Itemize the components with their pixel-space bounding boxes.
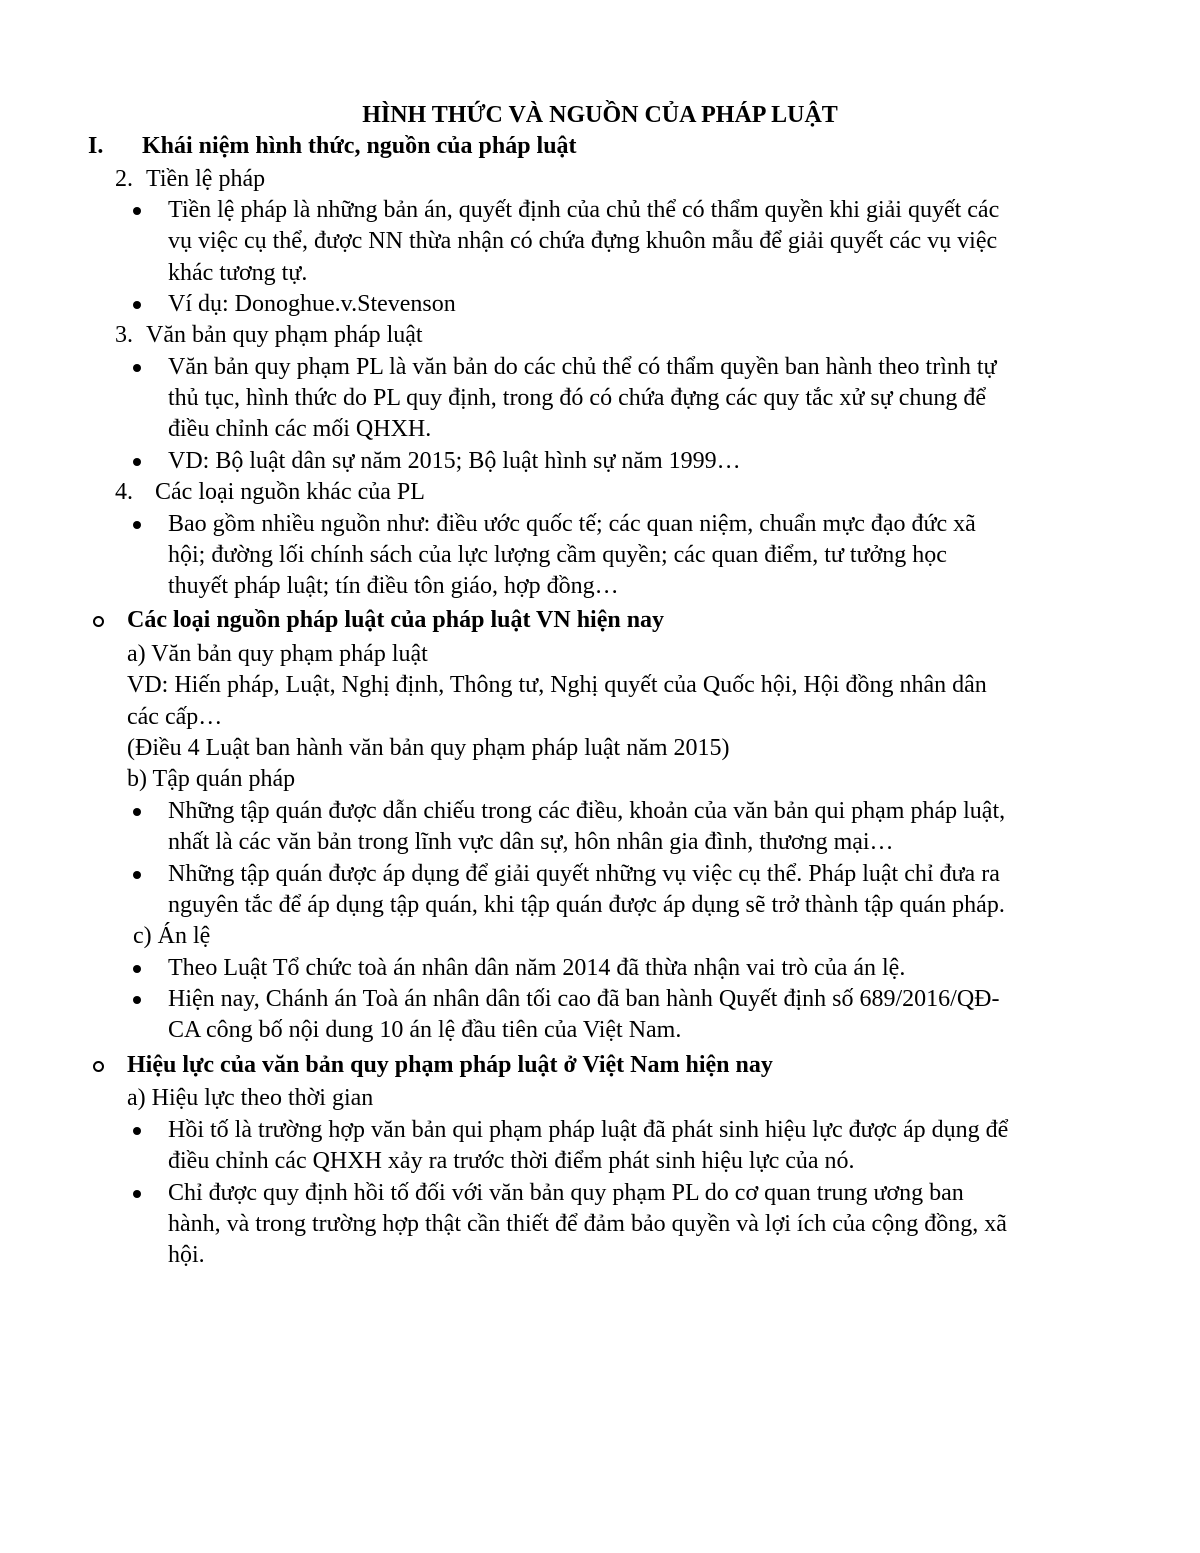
paragraph-line: VD: Hiến pháp, Luật, Nghị định, Thông tư, Nghị quyết của Quốc hội, Hội đồng nhân dân: [127, 672, 987, 698]
item-heading: Các loại nguồn khác của PL: [155, 479, 425, 505]
bullet-text-line: điều chỉnh các mối QHXH.: [168, 416, 432, 442]
bullet-icon: [133, 871, 141, 879]
item-number: 3.: [115, 322, 133, 348]
sub-heading: c) Án lệ: [133, 923, 211, 949]
section-heading: Khái niệm hình thức, nguồn của pháp luật: [142, 133, 577, 159]
bullet-icon: [133, 521, 141, 529]
bullet-text-line: Hiện nay, Chánh án Toà án nhân dân tối cao đã ban hành Quyết định số 689/2016/QĐ-: [168, 986, 1000, 1012]
bullet-text-line: điều chỉnh các QHXH xảy ra trước thời điểm phát sinh hiệu lực của nó.: [168, 1148, 855, 1174]
bullet-text-line: Những tập quán được dẫn chiếu trong các điều, khoản của văn bản qui phạm pháp luật,: [168, 798, 1006, 824]
bullet-text-line: CA công bố nội dung 10 án lệ đầu tiên của Việt Nam.: [168, 1017, 682, 1043]
bullet-text-line: Bao gồm nhiều nguồn như: điều ước quốc tế; các quan niệm, chuẩn mực đạo đức xã: [168, 511, 976, 537]
section-marker: I.: [88, 133, 104, 159]
item-number: 2.: [115, 166, 133, 192]
bullet-icon: [133, 301, 141, 309]
bullet-icon: [133, 996, 141, 1004]
item-number: 4.: [115, 479, 133, 505]
sub-heading: a) Văn bản quy phạm pháp luật: [127, 641, 428, 667]
bullet-text-line: Ví dụ: Donoghue.v.Stevenson: [168, 291, 456, 317]
bullet-text-line: nhất là các văn bản trong lĩnh vực dân sự, hôn nhân gia đình, thương mại…: [168, 829, 894, 855]
bullet-text-line: nguyên tắc để áp dụng tập quán, khi tập quán được áp dụng sẽ trở thành tập quán pháp.: [168, 892, 1005, 918]
bullet-text-line: Những tập quán được áp dụng để giải quyết những vụ việc cụ thể. Pháp luật chỉ đưa ra: [168, 861, 1000, 887]
bullet-text-line: Tiền lệ pháp là những bản án, quyết định của chủ thể có thẩm quyền khi giải quyết các: [168, 197, 1000, 223]
bullet-text-line: hội.: [168, 1242, 205, 1268]
bullet-icon: [133, 1190, 141, 1198]
item-heading: Văn bản quy phạm pháp luật: [146, 322, 423, 348]
bullet-icon: [133, 458, 141, 466]
bullet-text-line: thuyết pháp luật; tín điều tôn giáo, hợp đồng…: [168, 573, 619, 599]
bullet-icon: [133, 207, 141, 215]
sub-heading: a) Hiệu lực theo thời gian: [127, 1085, 374, 1111]
bullet-text-line: hội; đường lối chính sách của lực lượng cầm quyền; các quan điểm, tư tưởng học: [168, 542, 947, 568]
bullet-icon: [133, 965, 141, 973]
bullet-text-line: thủ tục, hình thức do PL quy định, trong đó có chứa đựng các quy tắc xử sự chung để: [168, 385, 986, 411]
bullet-text-line: VD: Bộ luật dân sự năm 2015; Bộ luật hình sự năm 1999…: [168, 448, 741, 474]
paragraph-line: (Điều 4 Luật ban hành văn bản quy phạm pháp luật năm 2015): [127, 735, 730, 761]
subsection-heading: Hiệu lực của văn bản quy phạm pháp luật ở Việt Nam hiện nay: [127, 1052, 773, 1078]
document-title: HÌNH THỨC VÀ NGUỒN CỦA PHÁP LUẬT: [362, 102, 838, 128]
bullet-text-line: vụ việc cụ thể, được NN thừa nhận có chứa đựng khuôn mẫu để giải quyết các vụ việc: [168, 228, 998, 254]
bullet-icon: [133, 364, 141, 372]
bullet-icon: [133, 808, 141, 816]
circle-bullet-icon: [93, 616, 104, 627]
circle-bullet-icon: [93, 1061, 104, 1072]
bullet-text-line: hành, và trong trường hợp thật cần thiết để đảm bảo quyền và lợi ích của cộng đồng, xã: [168, 1211, 1007, 1237]
sub-heading: b) Tập quán pháp: [127, 766, 296, 792]
subsection-heading: Các loại nguồn pháp luật của pháp luật VN hiện nay: [127, 607, 665, 633]
item-heading: Tiền lệ pháp: [146, 166, 266, 192]
bullet-text-line: Văn bản quy phạm PL là văn bản do các chủ thể có thẩm quyền ban hành theo trình tự: [168, 354, 997, 380]
paragraph-line: các cấp…: [127, 704, 223, 730]
bullet-text-line: Hồi tố là trường hợp văn bản qui phạm pháp luật đã phát sinh hiệu lực được áp dụng để: [168, 1117, 1009, 1143]
bullet-text-line: khác tương tự.: [168, 260, 308, 286]
bullet-text-line: Theo Luật Tổ chức toà án nhân dân năm 2014 đã thừa nhận vai trò của án lệ.: [168, 955, 906, 981]
bullet-icon: [133, 1127, 141, 1135]
bullet-text-line: Chỉ được quy định hồi tố đối với văn bản quy phạm PL do cơ quan trung ương ban: [168, 1180, 964, 1206]
